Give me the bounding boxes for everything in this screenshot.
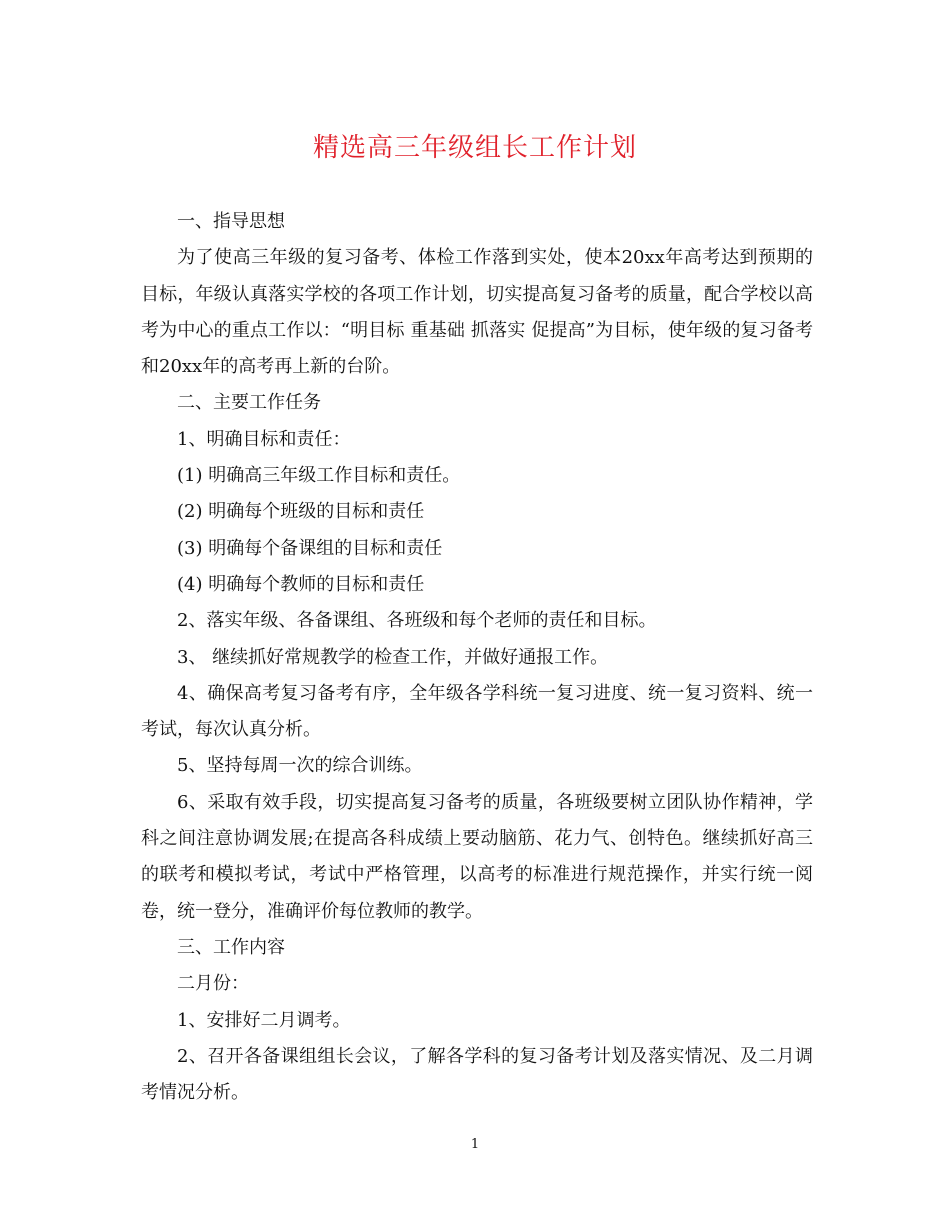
heading-guiding-ideology: 一、指导思想 [177,211,285,232]
sub-item-3: (3) 明确每个备课组的目标和责任 [177,537,443,559]
document-body [141,204,813,1111]
sub-item-1: (1) 明确高三年级工作目标和责任。 [177,465,461,487]
list-item-2: 2、落实年级、各备课组、各班级和每个老师的责任和目标。 [177,610,657,632]
page-number: 1 [470,1137,480,1152]
list-item-5: 5、坚持每周一次的综合训练。 [177,755,423,777]
heading-work-content: 三、工作内容 [177,936,285,958]
list-item-6: 6、采取有效手段，切实提高复习备考的质量，各班级要树立团队协作精神，学科之间注意协调发展;在提高各科成绩上要动脑筋、花力气、创特色。继续抓好高三的联考和模拟考试，考试中严格管理，以高考的标准进行规范操作，并实行统一阅卷，统一登分，准确评价每位教师的教学。 [141,791,813,922]
list-item-3: 3、 继续抓好常规教学的检查工作，并做好通报工作。 [177,646,609,668]
heading-main-tasks: 二、主要工作任务 [177,392,321,414]
list-item-1: 1、明确目标和责任： [177,428,351,450]
paragraph-guiding-ideology: 为了使高三年级的复习备考、体检工作落到实处，使本20xx年高考达到预期的目标，年级认真落实学校的各项工作计划，切实提高复习备考的质量，配合学校以高考为中心的重点工作以：“明目标 重基础 抓落实 促提高”为目标，使年级的复习备考和20xx年的高考再上新的台阶。 [141,247,813,378]
sub-item-4: (4) 明确每个教师的目标和责任 [177,573,425,595]
list-item-4: 4、确保高考复习备考有序，全年级各学科统一复习进度、统一复习资料、统一考试，每次认真分析。 [141,682,813,741]
february-item-2: 2、召开各备课组组长会议，了解各学科的复习备考计划及落实情况、及二月调考情况分析。 [141,1045,813,1104]
sub-item-2: (2) 明确每个班级的目标和责任 [177,501,425,523]
document-title: 精选高三年级组长工作计划 [312,133,637,163]
month-label-february: 二月份： [177,973,249,995]
february-item-1: 1、安排好二月调考。 [177,1009,351,1031]
